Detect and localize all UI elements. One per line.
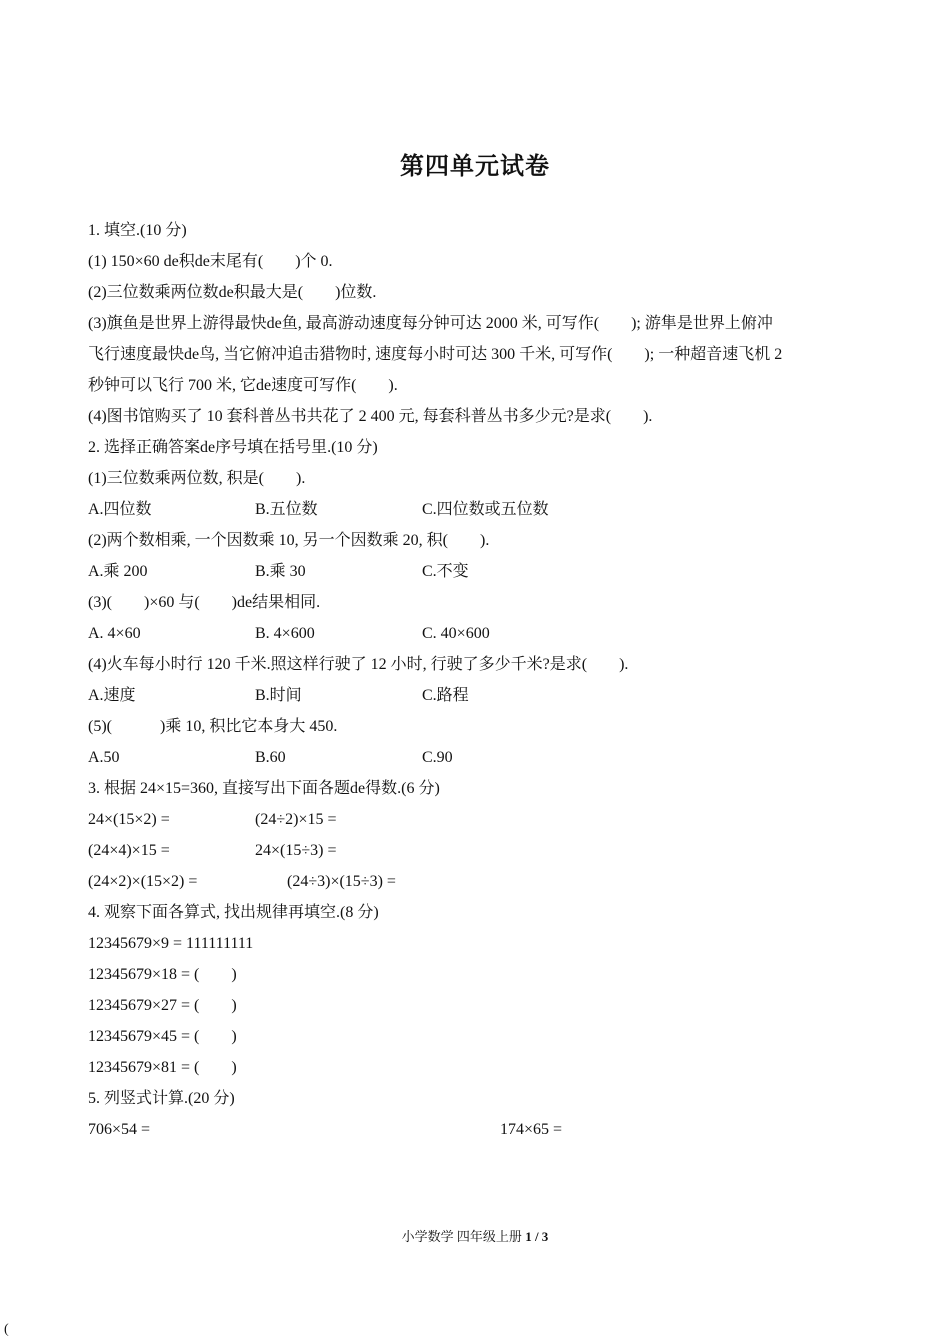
option-a: A.速度 xyxy=(88,687,136,704)
option-a: A.乘 200 xyxy=(88,563,148,580)
question-2-1: (1)三位数乘两位数, 积是( ). xyxy=(88,470,306,487)
calc-item: 24×(15×2) = xyxy=(88,811,170,828)
vertical-calc-item: 706×54 = xyxy=(88,1121,151,1138)
option-b: B.时间 xyxy=(255,687,302,704)
question-2-2: (2)两个数相乘, 一个因数乘 10, 另一个因数乘 20, 积( ). xyxy=(88,532,490,549)
calc-row-2 xyxy=(88,838,848,869)
pattern-line: 12345679×45 = ( ) xyxy=(88,1028,237,1045)
calc-item: (24÷3)×(15÷3) = xyxy=(287,873,396,890)
page-title: 第四单元试卷 xyxy=(400,154,550,180)
option-b: B.五位数 xyxy=(255,501,318,518)
option-b: B.乘 30 xyxy=(255,563,306,580)
pattern-line: 12345679×18 = ( ) xyxy=(88,966,237,983)
option-b: B.60 xyxy=(255,749,286,766)
question-2-4: (4)火车每小时行 120 千米.照这样行驶了 12 小时, 行驶了多少千米?是求( ). xyxy=(88,656,629,673)
question-2-4-options xyxy=(88,683,848,714)
vertical-calc-item: 174×65 = xyxy=(500,1121,563,1138)
question-1-1: (1) 150×60 de积de末尾有( )个 0. xyxy=(88,253,333,270)
question-2-3-options xyxy=(88,621,848,652)
pattern-line: 12345679×9 = 111111111 xyxy=(88,935,254,952)
calc-row-3 xyxy=(88,869,848,900)
question-2-3: (3)( )×60 与( )de结果相同. xyxy=(88,594,321,611)
question-3-heading: 3. 根据 24×15=360, 直接写出下面各题de得数.(6 分) xyxy=(88,780,440,797)
question-1-heading: 1. 填空.(10 分) xyxy=(88,222,187,239)
option-c: C.90 xyxy=(422,749,453,766)
page-number: 1 / 3 xyxy=(525,1229,549,1244)
option-a: A.50 xyxy=(88,749,120,766)
question-1-3-line-3: 秒钟可以飞行 700 米, 它de速度可写作( ). xyxy=(88,377,398,394)
question-2-1-options xyxy=(88,497,848,528)
question-4-heading: 4. 观察下面各算式, 找出规律再填空.(8 分) xyxy=(88,904,379,921)
option-c: C.不变 xyxy=(422,563,469,580)
vertical-calc-row xyxy=(88,1117,848,1148)
question-2-5: (5)( )乘 10, 积比它本身大 450. xyxy=(88,718,338,735)
option-b: B. 4×600 xyxy=(255,625,315,642)
pattern-line: 12345679×81 = ( ) xyxy=(88,1059,237,1076)
option-c: C. 40×600 xyxy=(422,625,490,642)
question-5-heading: 5. 列竖式计算.(20 分) xyxy=(88,1090,235,1107)
calc-item: (24×4)×15 = xyxy=(88,842,170,859)
question-2-heading: 2. 选择正确答案de序号填在括号里.(10 分) xyxy=(88,439,378,456)
option-c: C.四位数或五位数 xyxy=(422,501,549,518)
footer-text: 小学数学 四年级上册 xyxy=(401,1229,522,1244)
question-1-2: (2)三位数乘两位数de积最大是( )位数. xyxy=(88,284,377,301)
question-2-5-options xyxy=(88,745,848,776)
option-c: C.路程 xyxy=(422,687,469,704)
question-1-4: (4)图书馆购买了 10 套科普丛书共花了 2 400 元, 每套科普丛书多少元?是求( ). xyxy=(88,408,653,425)
calc-item: (24÷2)×15 = xyxy=(255,811,337,828)
option-a: A.四位数 xyxy=(88,501,152,518)
question-2-2-options xyxy=(88,559,848,590)
corner-mark: ( xyxy=(4,1322,9,1337)
exam-content xyxy=(88,218,848,1148)
question-1-3-line-2: 飞行速度最快de鸟, 当它俯冲追击猎物时, 速度每小时可达 300 千米, 可写作( ); 一种超音速飞机 2 xyxy=(88,346,783,363)
calc-item: 24×(15÷3) = xyxy=(255,842,337,859)
page-footer xyxy=(0,1226,950,1245)
calc-item: (24×2)×(15×2) = xyxy=(88,873,198,890)
question-1-3-line-1: (3)旗鱼是世界上游得最快de鱼, 最高游动速度每分钟可达 2000 米, 可写作( ); 游隼是世界上俯冲 xyxy=(88,315,773,332)
pattern-line: 12345679×27 = ( ) xyxy=(88,997,237,1014)
calc-row-1 xyxy=(88,807,848,838)
option-a: A. 4×60 xyxy=(88,625,141,642)
